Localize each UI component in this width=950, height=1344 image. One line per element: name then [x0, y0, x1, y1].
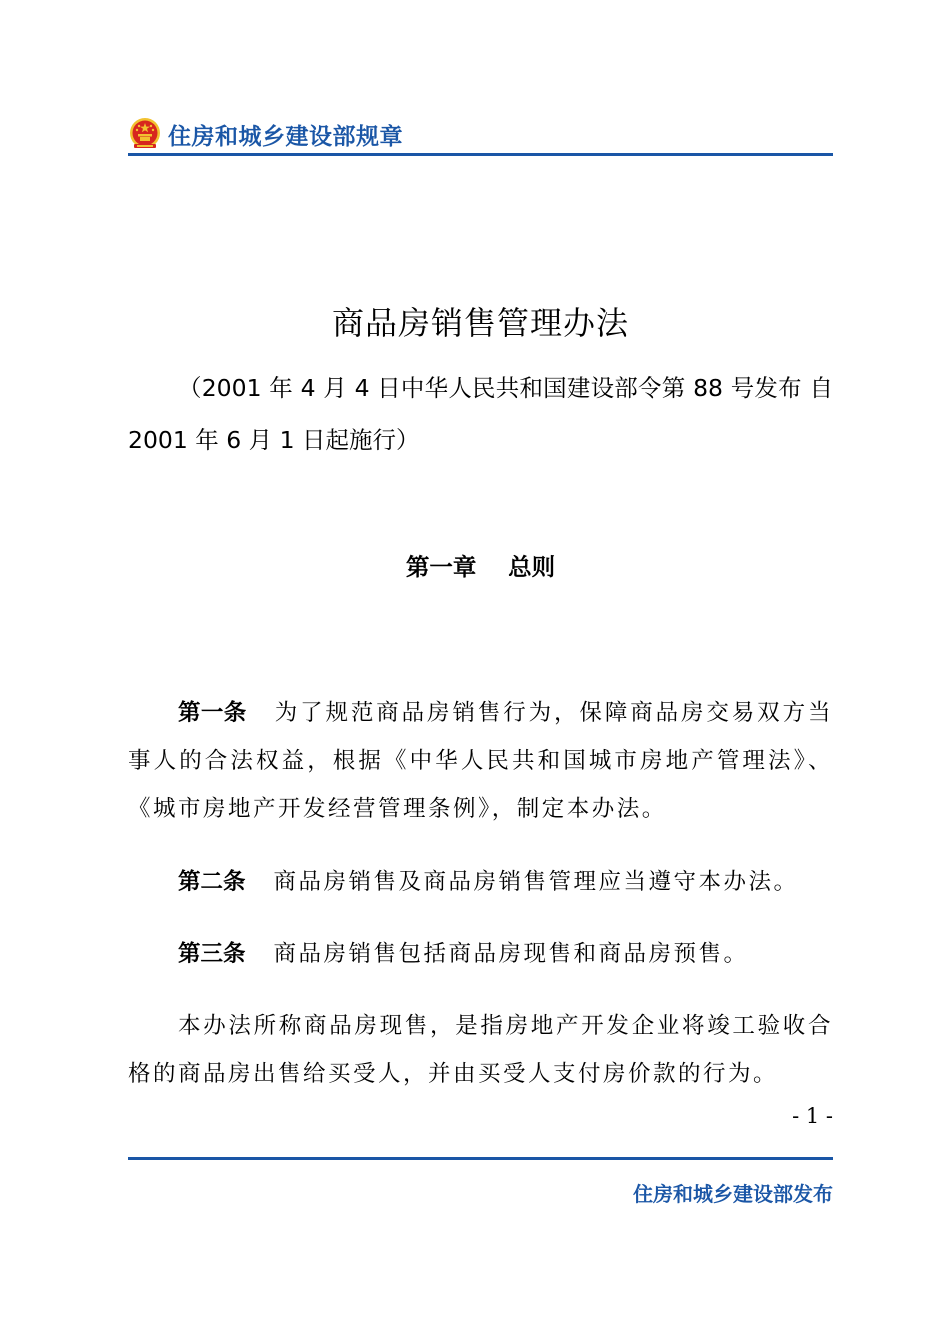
article-number: 第二条 — [178, 869, 246, 895]
article-number: 第一条 — [178, 700, 247, 726]
article-text: 商品房销售及商品房销售管理应当遵守本办法。 — [273, 869, 799, 895]
article-number: 第三条 — [178, 941, 246, 967]
footer-rule — [128, 1157, 833, 1160]
article-paragraph — [128, 930, 833, 978]
footer-publisher: 住房和城乡建设部发布 — [633, 1182, 833, 1206]
article-text: 商品房销售包括商品房现售和商品房预售。 — [273, 941, 749, 967]
article-paragraph — [128, 689, 833, 833]
article-paragraph — [128, 858, 833, 906]
national-emblem-icon — [128, 117, 162, 151]
document-subtitle: （2001 年 4 月 4 日中华人民共和国建设部令第 88 号发布 自 2001 年 6 月 1 日起施行） — [128, 374, 833, 454]
paragraph-text: 本办法所称商品房现售，是指房地产开发企业将竣工验收合格的商品房出售给买受人，并由买受人支付房价款的行为。 — [128, 1013, 833, 1087]
page-number: - 1 - — [792, 1104, 833, 1128]
header-title: 住房和城乡建设部规章 — [168, 123, 403, 150]
header-rule — [128, 153, 833, 156]
article-text: 为了规范商品房销售行为，保障商品房交易双方当事人的合法权益，根据《中华人民共和国城市房地产管理法》、《城市房地产开发经营管理条例》，制定本办法。 — [128, 700, 833, 822]
body-paragraph — [128, 1002, 833, 1098]
chapter-heading: 第一章 总则 — [405, 553, 556, 581]
page-header — [128, 114, 833, 154]
document-title: 商品房销售管理办法 — [331, 304, 629, 342]
